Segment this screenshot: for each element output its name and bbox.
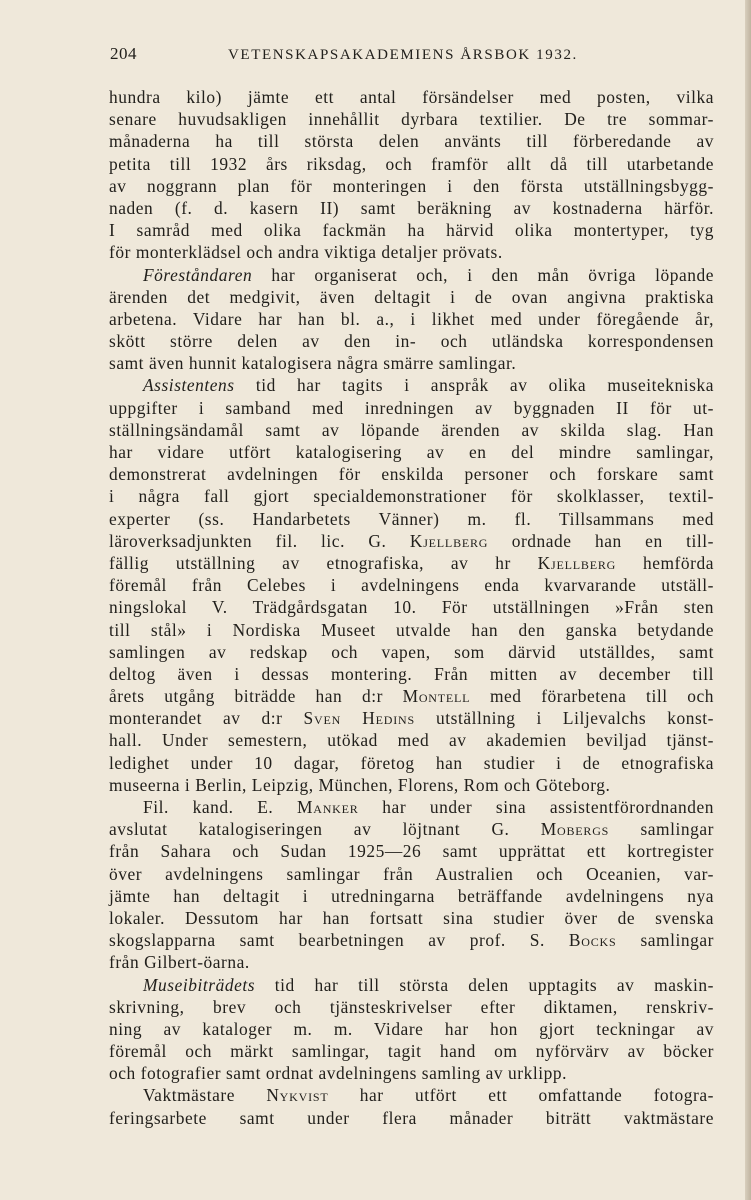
small-caps-name: Nykvist — [266, 1085, 329, 1106]
body-text — [109, 86, 714, 1129]
text-line — [109, 485, 714, 507]
line-text: petita till 1932 års riksdag, och framför allt då till utarbetande — [109, 153, 714, 174]
text-line — [109, 352, 714, 374]
line-text: till stål» i Nordiska Museet utvalde han den ganska betydande — [109, 619, 714, 640]
text-line — [109, 330, 714, 352]
text-line — [109, 508, 714, 530]
text-line — [109, 219, 714, 241]
small-caps-name: Bocks — [568, 930, 617, 951]
text-line — [109, 264, 714, 286]
line-text: senare huvudsakligen innehållit dyrbara textilier. De tre sommar- — [109, 109, 714, 130]
text-line — [109, 86, 714, 108]
text-line — [109, 885, 714, 907]
text-line — [109, 663, 714, 685]
text-line — [109, 419, 714, 441]
italic-term: Föreståndaren — [143, 264, 253, 285]
small-caps-name: Mobergs — [540, 819, 610, 840]
line-text: museerna i Berlin, Leipzig, München, Florens, Rom och Göteborg. — [109, 774, 611, 795]
text-line — [109, 907, 714, 929]
line-text: årets utgång biträdde han d:r — [109, 686, 403, 707]
running-title: VETENSKAPSAKADEMIENS ÅRSBOK 1932. — [228, 47, 578, 63]
line-text: från Gilbert-öarna. — [109, 952, 250, 973]
small-caps-name: Montell — [402, 686, 471, 707]
italic-term: Assistentens — [143, 375, 235, 396]
small-caps-name: Kjellberg — [409, 530, 489, 551]
text-line — [109, 1062, 714, 1084]
line-text-continued: samlingar — [616, 930, 714, 951]
text-line — [109, 774, 714, 796]
text-line — [109, 552, 714, 574]
line-text: har vidare utfört katalogisering av en del mindre samlingar, — [109, 442, 714, 462]
line-text: Fil. kand. E. — [143, 797, 297, 817]
line-text: lokaler. Dessutom har han fortsatt sina studier över de svenska — [109, 907, 714, 928]
line-text: tid har till största delen upptagits av maskin- — [255, 974, 714, 995]
line-text: arbetena. Vidare har han bl. a., i likhet med under föregående år, — [109, 308, 714, 329]
line-text: jämte han deltagit i utredningarna beträffande avdelningens nya — [109, 885, 714, 906]
text-line — [109, 707, 714, 729]
text-line — [109, 1018, 714, 1040]
line-text: skött större delen av den in- och utländska korrespondensen — [109, 331, 714, 352]
line-text-continued: utställning i Liljevalchs konst- — [415, 708, 714, 729]
text-line — [109, 929, 714, 951]
page-number: 204 — [110, 44, 137, 63]
line-text: skogslapparna samt bearbetningen av prof. S. — [109, 930, 569, 951]
text-line — [109, 596, 714, 618]
line-text: naden (f. d. kasern II) samt beräkning av kostnaderna härför. — [109, 197, 714, 218]
text-line — [109, 175, 714, 197]
page-edge — [745, 0, 751, 1200]
line-text: läroverksadjunkten fil. lic. G. — [109, 530, 410, 551]
line-text-continued: har under sina assistentförordnanden — [358, 797, 714, 817]
line-text: tid har tagits i anspråk av olika museitekniska — [234, 375, 714, 396]
text-line — [109, 1107, 714, 1129]
text-line — [109, 619, 714, 641]
text-line — [109, 286, 714, 308]
line-text: hall. Under semestern, utökad med av akademien beviljad tjänst- — [109, 730, 714, 751]
line-text: samlingen av redskap och vapen, som därvid utställdes, samt — [109, 641, 714, 662]
text-line — [109, 108, 714, 130]
line-text: samt även hunnit katalogisera några smärre samlingar. — [109, 353, 517, 374]
text-line — [109, 1040, 714, 1062]
line-text: monterandet av d:r — [109, 708, 304, 729]
text-line — [109, 974, 714, 996]
line-text: skrivning, brev och tjänsteskrivelser efter diktamen, renskriv- — [109, 996, 714, 1017]
line-text-continued: samlingar — [609, 819, 714, 840]
line-text-continued: hemförda — [616, 552, 714, 573]
text-line — [109, 1084, 714, 1106]
text-line — [109, 441, 714, 463]
text-line — [109, 818, 714, 840]
line-text-continued: med förarbetena till och — [470, 686, 714, 707]
text-line — [109, 397, 714, 419]
line-text: feringsarbete samt under flera månader biträtt vaktmästare — [109, 1107, 714, 1128]
text-line — [109, 308, 714, 330]
line-text: demonstrerat avdelningen för enskilda personer och forskare samt — [109, 464, 714, 485]
line-text: ning av kataloger m. m. Vidare har hon gjort teckningar av — [109, 1018, 714, 1039]
text-line — [109, 951, 714, 973]
text-line — [109, 153, 714, 175]
text-line — [109, 641, 714, 663]
line-text: uppgifter i samband med inredningen av byggnaden II för ut- — [109, 397, 714, 418]
text-line — [109, 729, 714, 751]
text-line — [109, 574, 714, 596]
line-text-continued: ordnade han en till- — [488, 530, 714, 551]
line-text: avslutat katalogiseringen av löjtnant G. — [109, 819, 541, 840]
line-text: I samråd med olika fackmän ha härvid olika montertyper, tyg — [109, 220, 714, 241]
line-text: föremål och märkt samlingar, tagit hand om nyförvärv av böcker — [109, 1041, 714, 1062]
line-text: och fotografier samt ordnat avdelningens samling av urklipp. — [109, 1063, 567, 1084]
line-text: ställningsändamål samt av löpande ärenden av skilda slag. Han — [109, 419, 714, 440]
line-text: fällig utställning av etnografiska, av hr — [109, 552, 538, 573]
line-text: över avdelningens samlingar från Australien och Oceanien, var- — [109, 863, 714, 884]
line-text: hundra kilo) jämte ett antal försändelser med posten, vilka — [109, 87, 714, 107]
page-header — [110, 44, 714, 64]
line-text: ärenden det medgivit, även deltagit i de ovan angivna praktiska — [109, 286, 714, 307]
text-line — [109, 130, 714, 152]
text-line — [109, 530, 714, 552]
italic-term: Museibiträdets — [143, 974, 256, 995]
text-line — [109, 996, 714, 1018]
text-line — [109, 463, 714, 485]
line-text: deltog även i dessas montering. Från mitten av december till — [109, 663, 714, 684]
small-caps-name: Kjellberg — [537, 552, 617, 573]
line-text: månaderna ha till största delen använts till förberedande av — [109, 131, 714, 152]
line-text: för monterklädsel och andra viktiga detaljer prövats. — [109, 242, 503, 263]
line-text: ningslokal V. Trädgårdsgatan 10. För utställningen »Från sten — [109, 597, 714, 618]
small-caps-name: Sven Hedins — [303, 708, 415, 729]
line-text-continued: har utfört ett omfattande fotogra- — [328, 1085, 714, 1106]
line-text: ledighet under 10 dagar, företog han studier i de etnografiska — [109, 752, 714, 773]
line-text: har organiserat och, i den mån övriga löpande — [252, 264, 714, 285]
text-line — [109, 863, 714, 885]
text-line — [109, 796, 714, 818]
line-text: Vaktmästare — [143, 1085, 267, 1106]
line-text: föremål från Celebes i avdelningens enda kvarvarande utställ- — [109, 575, 714, 596]
text-line — [109, 840, 714, 862]
text-line — [109, 374, 714, 396]
small-caps-name: Manker — [296, 797, 359, 817]
text-line — [109, 241, 714, 263]
line-text: i några fall gjort specialdemonstrationer för skolklasser, textil- — [109, 486, 714, 507]
line-text: av noggrann plan för monteringen i den första utställningsbygg- — [109, 175, 714, 196]
line-text: från Sahara och Sudan 1925—26 samt upprättat ett kortregister — [109, 841, 714, 862]
line-text: experter (ss. Handarbetets Vänner) m. fl. Tillsammans med — [109, 508, 714, 529]
text-line — [109, 752, 714, 774]
text-line — [109, 685, 714, 707]
text-line — [109, 197, 714, 219]
